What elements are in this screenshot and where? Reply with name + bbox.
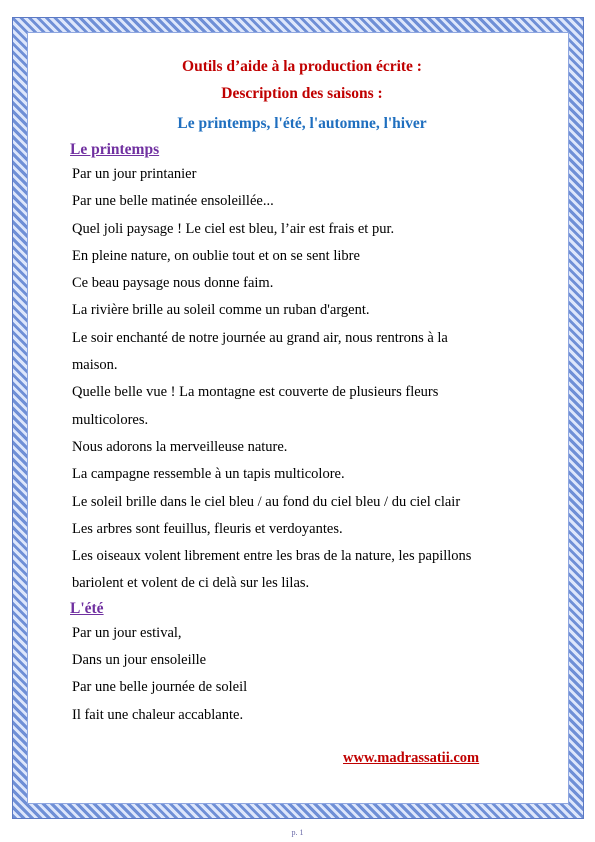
text-line: Par un jour estival, (72, 624, 182, 641)
text-line: Par un jour printanier (72, 166, 197, 182)
text-line: Par une belle matinée ensoleillée... (72, 193, 274, 210)
section-heading: L'été (70, 599, 104, 617)
section-heading: Le printemps (70, 141, 160, 158)
text-line: maison. (72, 357, 118, 374)
seasons-list-heading: Le printemps, l'été, l'automne, l'hiver (177, 115, 427, 132)
text-line: Nous adorons la merveilleuse nature. (72, 438, 288, 455)
text-line: Par une belle journée de soleil (72, 679, 248, 696)
text-line: Ce beau paysage nous donne faim. (72, 275, 274, 292)
sections-container (72, 139, 532, 729)
text-line: En pleine nature, on oublie tout et on se sent libre (72, 247, 360, 264)
text-line: Le soleil brille dans le ciel bleu / au fond du ciel bleu / du ciel clair (72, 493, 461, 510)
text-line: bariolent et volent de ci delà sur les lilas. (72, 575, 310, 592)
text-line: Dans un jour ensoleille (72, 652, 207, 669)
text-line: La rivière brille au soleil comme un ruban d'argent. (72, 302, 370, 319)
text-line: Quel joli paysage ! Le ciel est bleu, l’air est frais et pur. (72, 220, 395, 237)
document-subtitle: Description des saisons : (221, 85, 383, 102)
text-line: Quelle belle vue ! La montagne est couverte de plusieurs fleurs (72, 384, 439, 401)
text-line: Les oiseaux volent librement entre les bras de la nature, les papillons (72, 548, 472, 565)
website-link[interactable]: www.madrassatii.com (343, 750, 480, 766)
document-title: Outils d’aide à la production écrite : (182, 58, 422, 75)
text-line: Les arbres sont feuillus, fleuris et verdoyantes. (72, 520, 343, 537)
document-body (72, 55, 532, 729)
text-line: Il fait une chaleur accablante. (72, 706, 244, 723)
page-number: p. 1 (291, 828, 304, 837)
text-line: Le soir enchanté de notre journée au grand air, nous rentrons à la (72, 329, 448, 346)
text-line: La campagne ressemble à un tapis multicolore. (72, 466, 345, 483)
text-line: multicolores. (72, 411, 149, 428)
